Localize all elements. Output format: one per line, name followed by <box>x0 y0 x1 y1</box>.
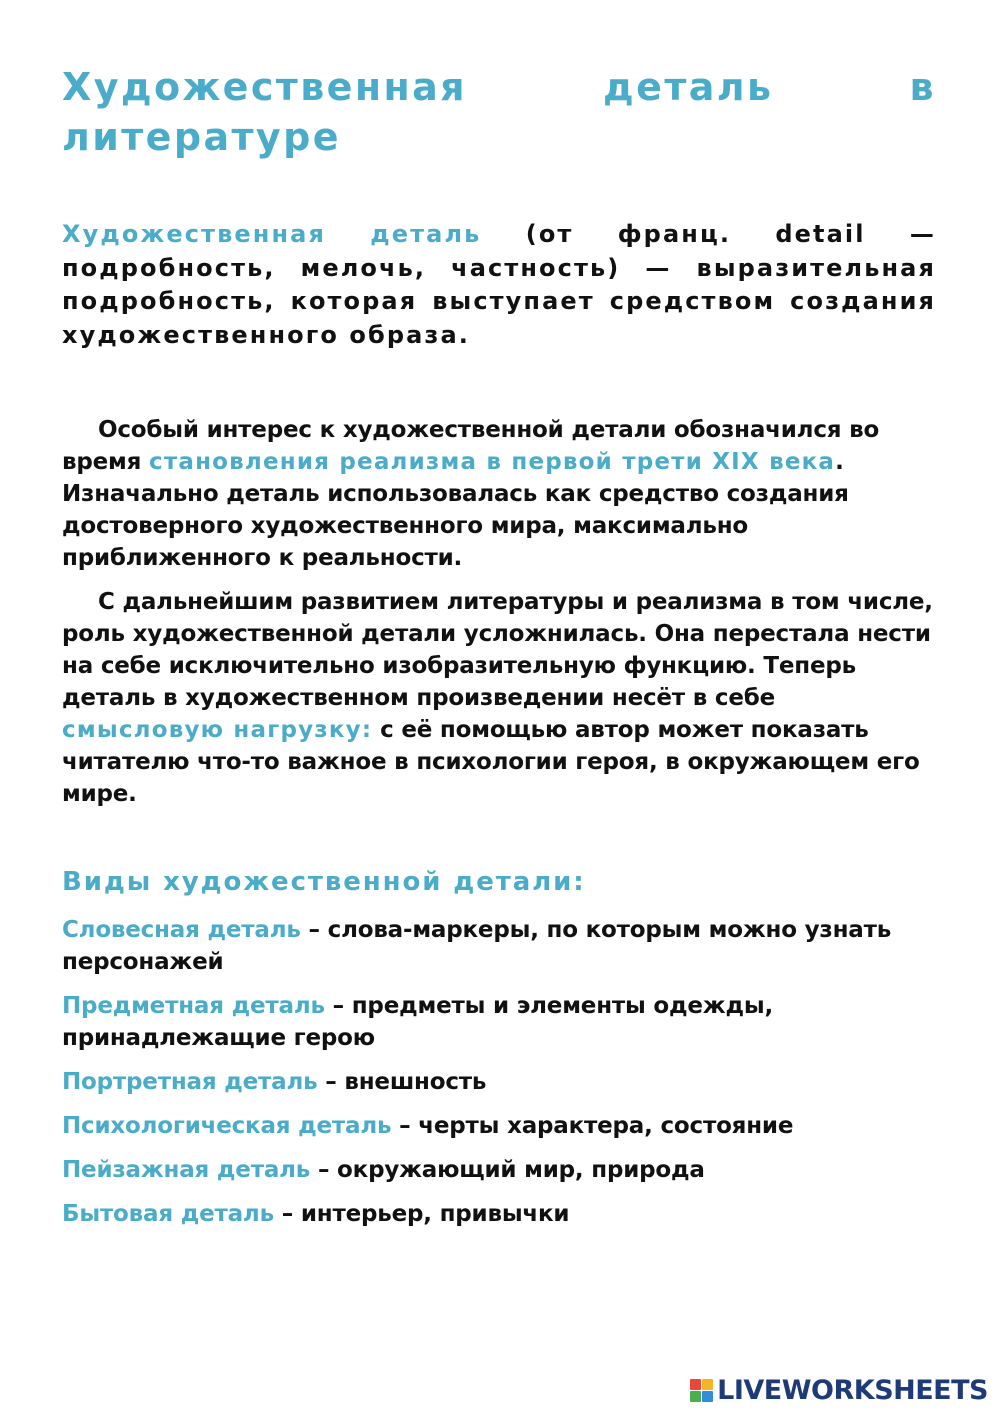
type-description: – внешность <box>317 1069 487 1095</box>
list-item <box>62 1110 936 1142</box>
list-item <box>62 1198 936 1230</box>
list-item <box>62 1154 936 1186</box>
paragraph-highlight: смысловую нагрузку: <box>62 717 373 743</box>
list-item <box>62 914 936 978</box>
liveworksheets-logo-icon <box>690 1379 713 1402</box>
type-description: – окружающий мир, природа <box>310 1157 705 1183</box>
types-list <box>62 914 936 1242</box>
type-term: Психологическая деталь <box>62 1113 392 1139</box>
type-term: Портретная деталь <box>62 1069 318 1095</box>
definition-term: Художественная деталь <box>62 220 482 248</box>
paragraph-development <box>62 586 936 810</box>
paragraph-text-before: С дальнейшим развитием литературы и реализма в том числе, роль художественной детали усложнилась. Она перестала нести на себе исключительно изобразительную функцию. Теперь деталь в художественном произведении несёт в себе <box>62 589 933 711</box>
paragraph-realism <box>62 414 936 574</box>
type-term: Пейзажная деталь <box>62 1157 311 1183</box>
definition-paragraph <box>62 218 936 352</box>
liveworksheets-brand[interactable] <box>690 1373 988 1407</box>
logo-square-icon <box>702 1391 713 1402</box>
type-description: – слова-маркеры, по которым можно узнать персонажей <box>62 917 892 975</box>
page-title: Художественная деталь в литературе <box>62 65 936 159</box>
paragraph-text-before: Особый интерес к художественной детали обозначился во время <box>62 417 880 475</box>
list-item <box>62 1066 936 1098</box>
definition-text: (от франц. detail — подробность, мелочь, частность) — выразительная подробность, которая выступает средством создания художественного образа. <box>62 220 937 349</box>
paragraph-text-after: . Изначально деталь использовалась как средство создания достоверного художественного мира, максимально приближенного к реальности. <box>62 449 849 571</box>
paragraph-highlight: становления реализма в первой трети XIX века <box>149 449 836 475</box>
logo-square-icon <box>690 1379 701 1390</box>
type-term: Предметная деталь <box>62 993 325 1019</box>
types-heading: Виды художественной детали: <box>62 867 586 897</box>
logo-square-icon <box>702 1379 713 1390</box>
type-description: – предметы и элементы одежды, принадлежащие герою <box>62 993 774 1051</box>
list-item <box>62 990 936 1054</box>
type-term: Словесная деталь <box>62 917 301 943</box>
type-term: Бытовая деталь <box>62 1201 274 1227</box>
logo-square-icon <box>690 1391 701 1402</box>
paragraph-text-after: с её помощью автор может показать читателю что-то важное в психологии героя, в окружающем его мире. <box>62 717 920 807</box>
type-description: – интерьер, привычки <box>273 1201 570 1227</box>
type-description: – черты характера, состояние <box>391 1113 794 1139</box>
brand-text: LIVEWORKSHEETS <box>717 1374 988 1406</box>
